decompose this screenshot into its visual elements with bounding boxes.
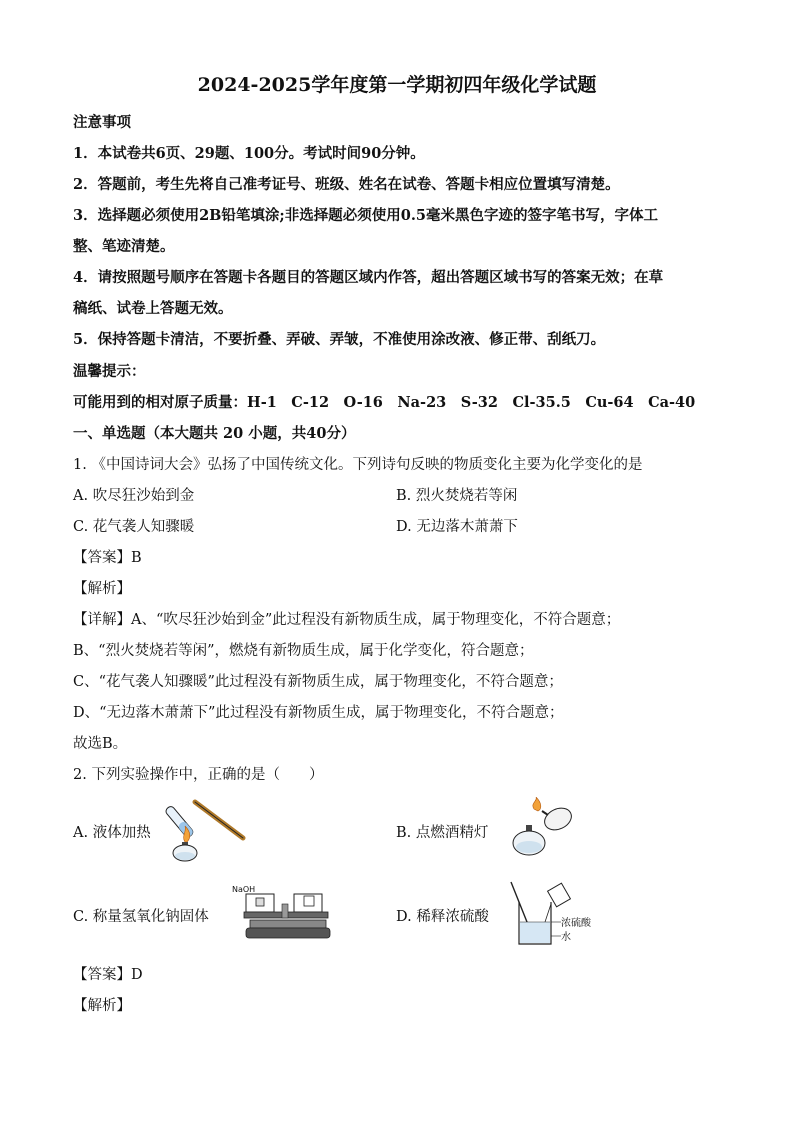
q1-detail: C、“花气袭人知骤暖”此过程没有新物质生成，属于物理变化，不符合题意； [73, 674, 563, 690]
acid-label: 浓硫酸 [561, 918, 591, 929]
dilution-figure [505, 880, 597, 948]
q1-option-c: C. 花气袭人知骤暖 [73, 519, 195, 535]
q1-detail: B、“烈火焚烧若等闲”，燃烧有新物质生成，属于化学变化，符合题意； [73, 643, 534, 659]
atomic-masses: 可能用到的相对原子质量：H-1 C-12 O-16 Na-23 S-32 Cl-35.5 Cu-64 Ca-40 [73, 394, 696, 411]
water-label: 水 [561, 932, 571, 943]
note-item: 3．选择题必须使用2B铅笔填涂;非选择题必须使用0.5毫米黑色字迹的签字笔书写，字体工 [73, 207, 659, 224]
q1-detail: D、“无边落木萧萧下”此过程没有新物质生成，属于物理变化，不符合题意； [73, 705, 564, 721]
liquid-heating-figure [165, 790, 247, 862]
q1-detail: 故选B。 [73, 736, 128, 752]
q1-stem: 1. 《中国诗词大会》弘扬了中国传统文化。下列诗句反映的物质变化主要为化学变化的是 [73, 457, 643, 473]
section-heading: 一、单选题（本大题共 20 小题，共40分） [73, 425, 356, 442]
q2-option-c: C. 称量氢氧化钠固体 [73, 909, 209, 925]
note-item: 4．请按照题号顺序在答题卡各题目的答题区域内作答，超出答题区域书写的答案无效；在草 [73, 269, 664, 286]
q2-option-a: A. 液体加热 [73, 825, 151, 841]
q2-stem: 2. 下列实验操作中，正确的是（ ） [73, 767, 324, 783]
note-item: 1．本试卷共6页、29题、100分。考试时间90分钟。 [73, 145, 425, 162]
q2-option-d: D. 稀释浓硫酸 [396, 909, 489, 925]
note-item: 5．保持答题卡清洁，不要折叠、弄破、弄皱，不准使用涂改液、修正带、刮纸刀。 [73, 331, 606, 348]
note-item: 整、笔迹清楚。 [73, 238, 175, 255]
q2-analysis: 【解析】 [73, 998, 131, 1014]
note-item: 2．答题前，考生先将自己准考证号、班级、姓名在试卷、答题卡相应位置填写清楚。 [73, 176, 620, 193]
naoh-label: NaOH [232, 885, 256, 894]
q1-option-d: D. 无边落木萧萧下 [396, 519, 518, 535]
q2-answer: 【答案】D [73, 967, 143, 983]
q1-detail: 【详解】A、“吹尽狂沙始到金”此过程没有新物质生成，属于物理变化，不符合题意； [73, 612, 621, 628]
q2-option-b: B. 点燃酒精灯 [396, 825, 489, 841]
notes-heading: 注意事项 [73, 114, 131, 131]
tips-heading: 温馨提示： [73, 363, 146, 380]
page-title: 2024-2025学年度第一学期初四年级化学试题 [197, 74, 597, 96]
balance-figure [232, 880, 342, 942]
note-item: 稿纸、试卷上答题无效。 [73, 300, 233, 317]
lamp-lighting-figure [508, 797, 578, 861]
q1-analysis: 【解析】 [73, 581, 131, 597]
q1-option-b: B. 烈火焚烧若等闲 [396, 488, 518, 504]
q1-option-a: A. 吹尽狂沙始到金 [73, 488, 195, 504]
q1-answer: 【答案】B [73, 550, 142, 566]
